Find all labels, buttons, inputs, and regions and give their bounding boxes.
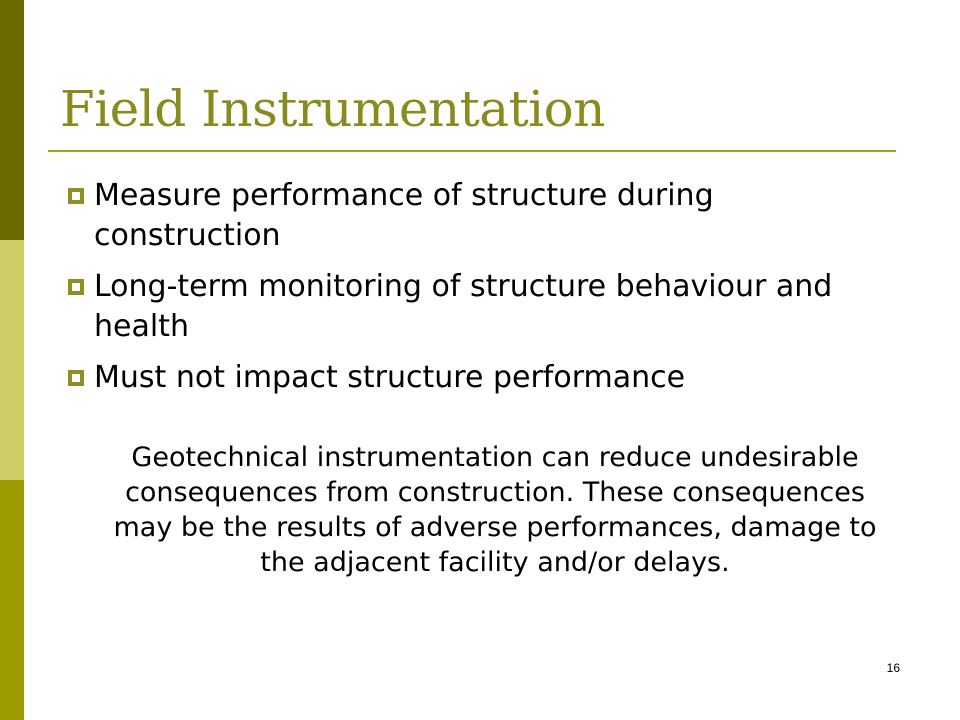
sidebar-stripe-top <box>0 0 24 240</box>
square-bullet-icon <box>68 370 84 386</box>
sidebar-stripe-middle <box>0 240 24 480</box>
square-bullet-icon <box>68 279 84 295</box>
square-bullet-icon <box>68 188 84 204</box>
body-paragraph: Geotechnical instrumentation can reduce undesirable consequences from construction. These consequences may be the results of adverse performances, damage to the adjacent facility and/or delays. <box>113 442 877 578</box>
slide-title: Field Instrumentation <box>60 80 605 138</box>
bullet-item <box>60 358 900 398</box>
slide-number: 16 <box>886 661 900 675</box>
bullet-item <box>60 176 900 256</box>
bullet-text: Long-term monitoring of structure behaviour and health <box>94 269 833 344</box>
bullet-item <box>60 267 900 347</box>
bullet-text: Measure performance of structure during construction <box>94 178 714 253</box>
title-underline <box>48 150 896 152</box>
bullet-text: Must not impact structure performance <box>94 360 686 395</box>
bullet-list <box>60 176 900 409</box>
sidebar-stripe <box>0 0 24 720</box>
sidebar-stripe-bottom <box>0 480 24 720</box>
